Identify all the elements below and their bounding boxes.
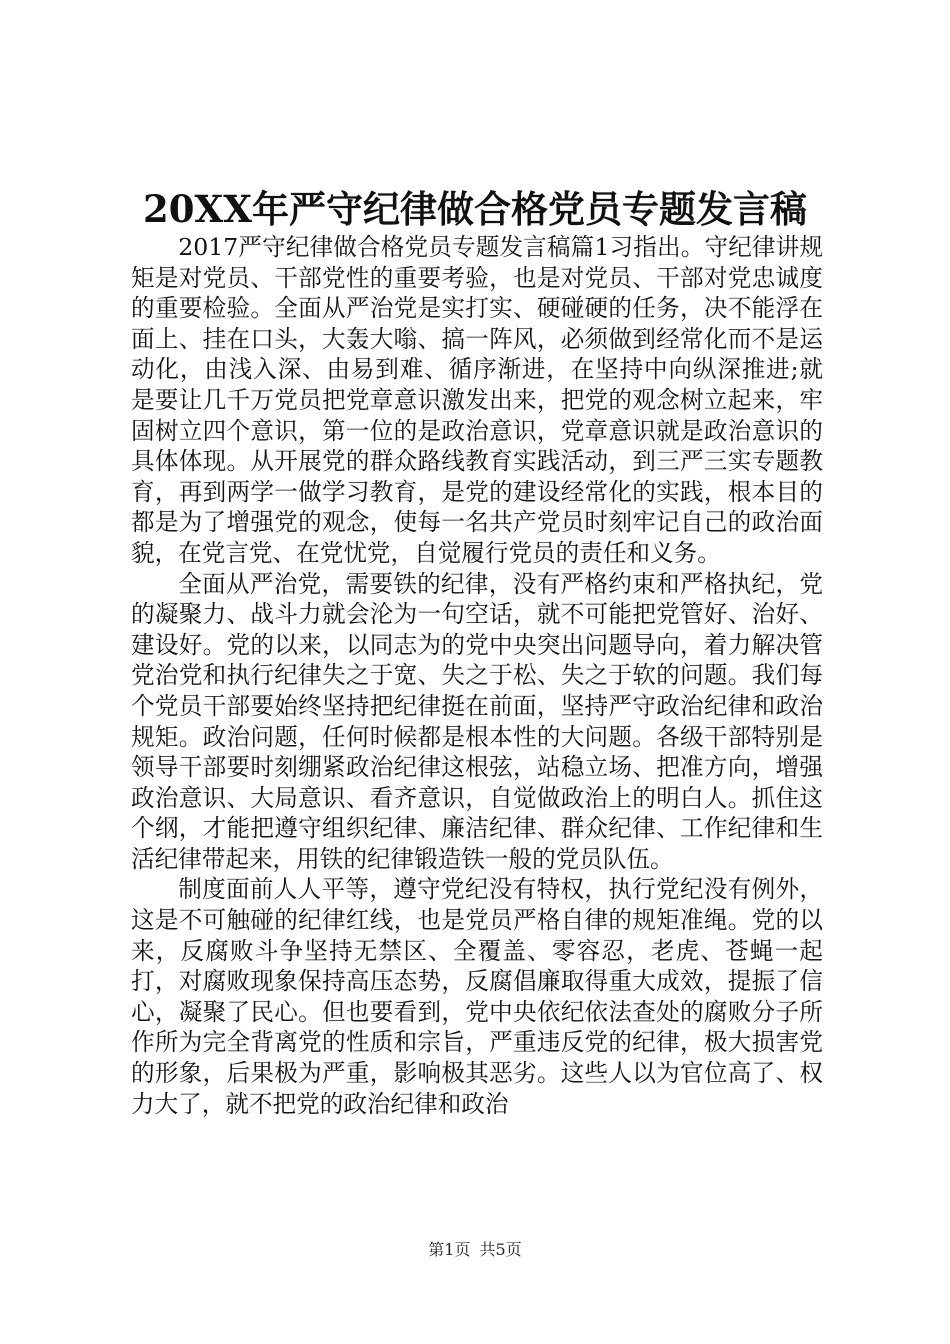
paragraph-1: 2017严守纪律做合格党员专题发言稿篇1习指出。守纪律讲规矩是对党员、干部党性的重要考验，也是对党员、干部对党忠诚度的重要检验。全面从严治党是实打实、硬碰硬的任务，决不能浮在面上、挂在口头，大轰大嗡、搞一阵风，必须做到经常化而不是运动化，由浅入深、由易到难、循序渐进，在坚持中向纵深推进;就是要让几千万党员把党章意识激发出来，把党的观念树立起来，牢固树立四个意识，第一位的是政治意识，党章意识就是政治意识的具体体现。从开展党的群众路线教育实践活动，到三严三实专题教育，再到两学一做学习教育，是党的建设经常化的实践，根本目的都是为了增强党的观念，使每一名共产党员时刻牢记自己的政治面貌，在党言党、在党忧党，自觉履行党员的责任和义务。 <box>131 233 823 567</box>
paragraph-2: 全面从严治党，需要铁的纪律，没有严格约束和严格执纪，党的凝聚力、战斗力就会沦为一句空话，就不可能把党管好、治好、建设好。党的以来，以同志为的党中央突出问题导向，着力解决管党治党和执行纪律失之于宽、失之于松、失之于软的问题。我们每个党员干部要始终坚持把纪律挺在前面，坚持严守政治纪律和政治规矩。政治问题，任何时候都是根本性的大问题。各级干部特别是领导干部要时刻绷紧政治纪律这根弦，站稳立场、把准方向，增强政治意识、大局意识、看齐意识，自觉做政治上的明白人。抓住这个纲，才能把遵守组织纪律、廉洁纪律、群众纪律、工作纪律和生活纪律带起来，用铁的纪律锻造铁一般的党员队伍。 <box>131 569 823 873</box>
page-footer <box>0 1239 950 1261</box>
document-body <box>131 232 823 1119</box>
page-total: 共5页 <box>479 1240 522 1259</box>
page-number: 第1页 <box>428 1240 471 1259</box>
document-title: 20XX年严守纪律做合格党员专题发言稿 <box>143 187 807 231</box>
paragraph-3: 制度面前人人平等，遵守党纪没有特权，执行党纪没有例外，这是不可触碰的纪律红线，也是党员严格自律的规矩准绳。党的以来，反腐败斗争坚持无禁区、全覆盖、零容忍，老虎、苍蝇一起打，对腐败现象保持高压态势，反腐倡廉取得重大成效，提振了信心，凝聚了民心。但也要看到，党中央依纪依法查处的腐败分子所作所为完全背离党的性质和宗旨，严重违反党的纪律，极大损害党的形象，后果极为严重，影响极其恶劣。这些人以为官位高了、权力大了，就不把党的政治纪律和政治 <box>131 875 823 1118</box>
